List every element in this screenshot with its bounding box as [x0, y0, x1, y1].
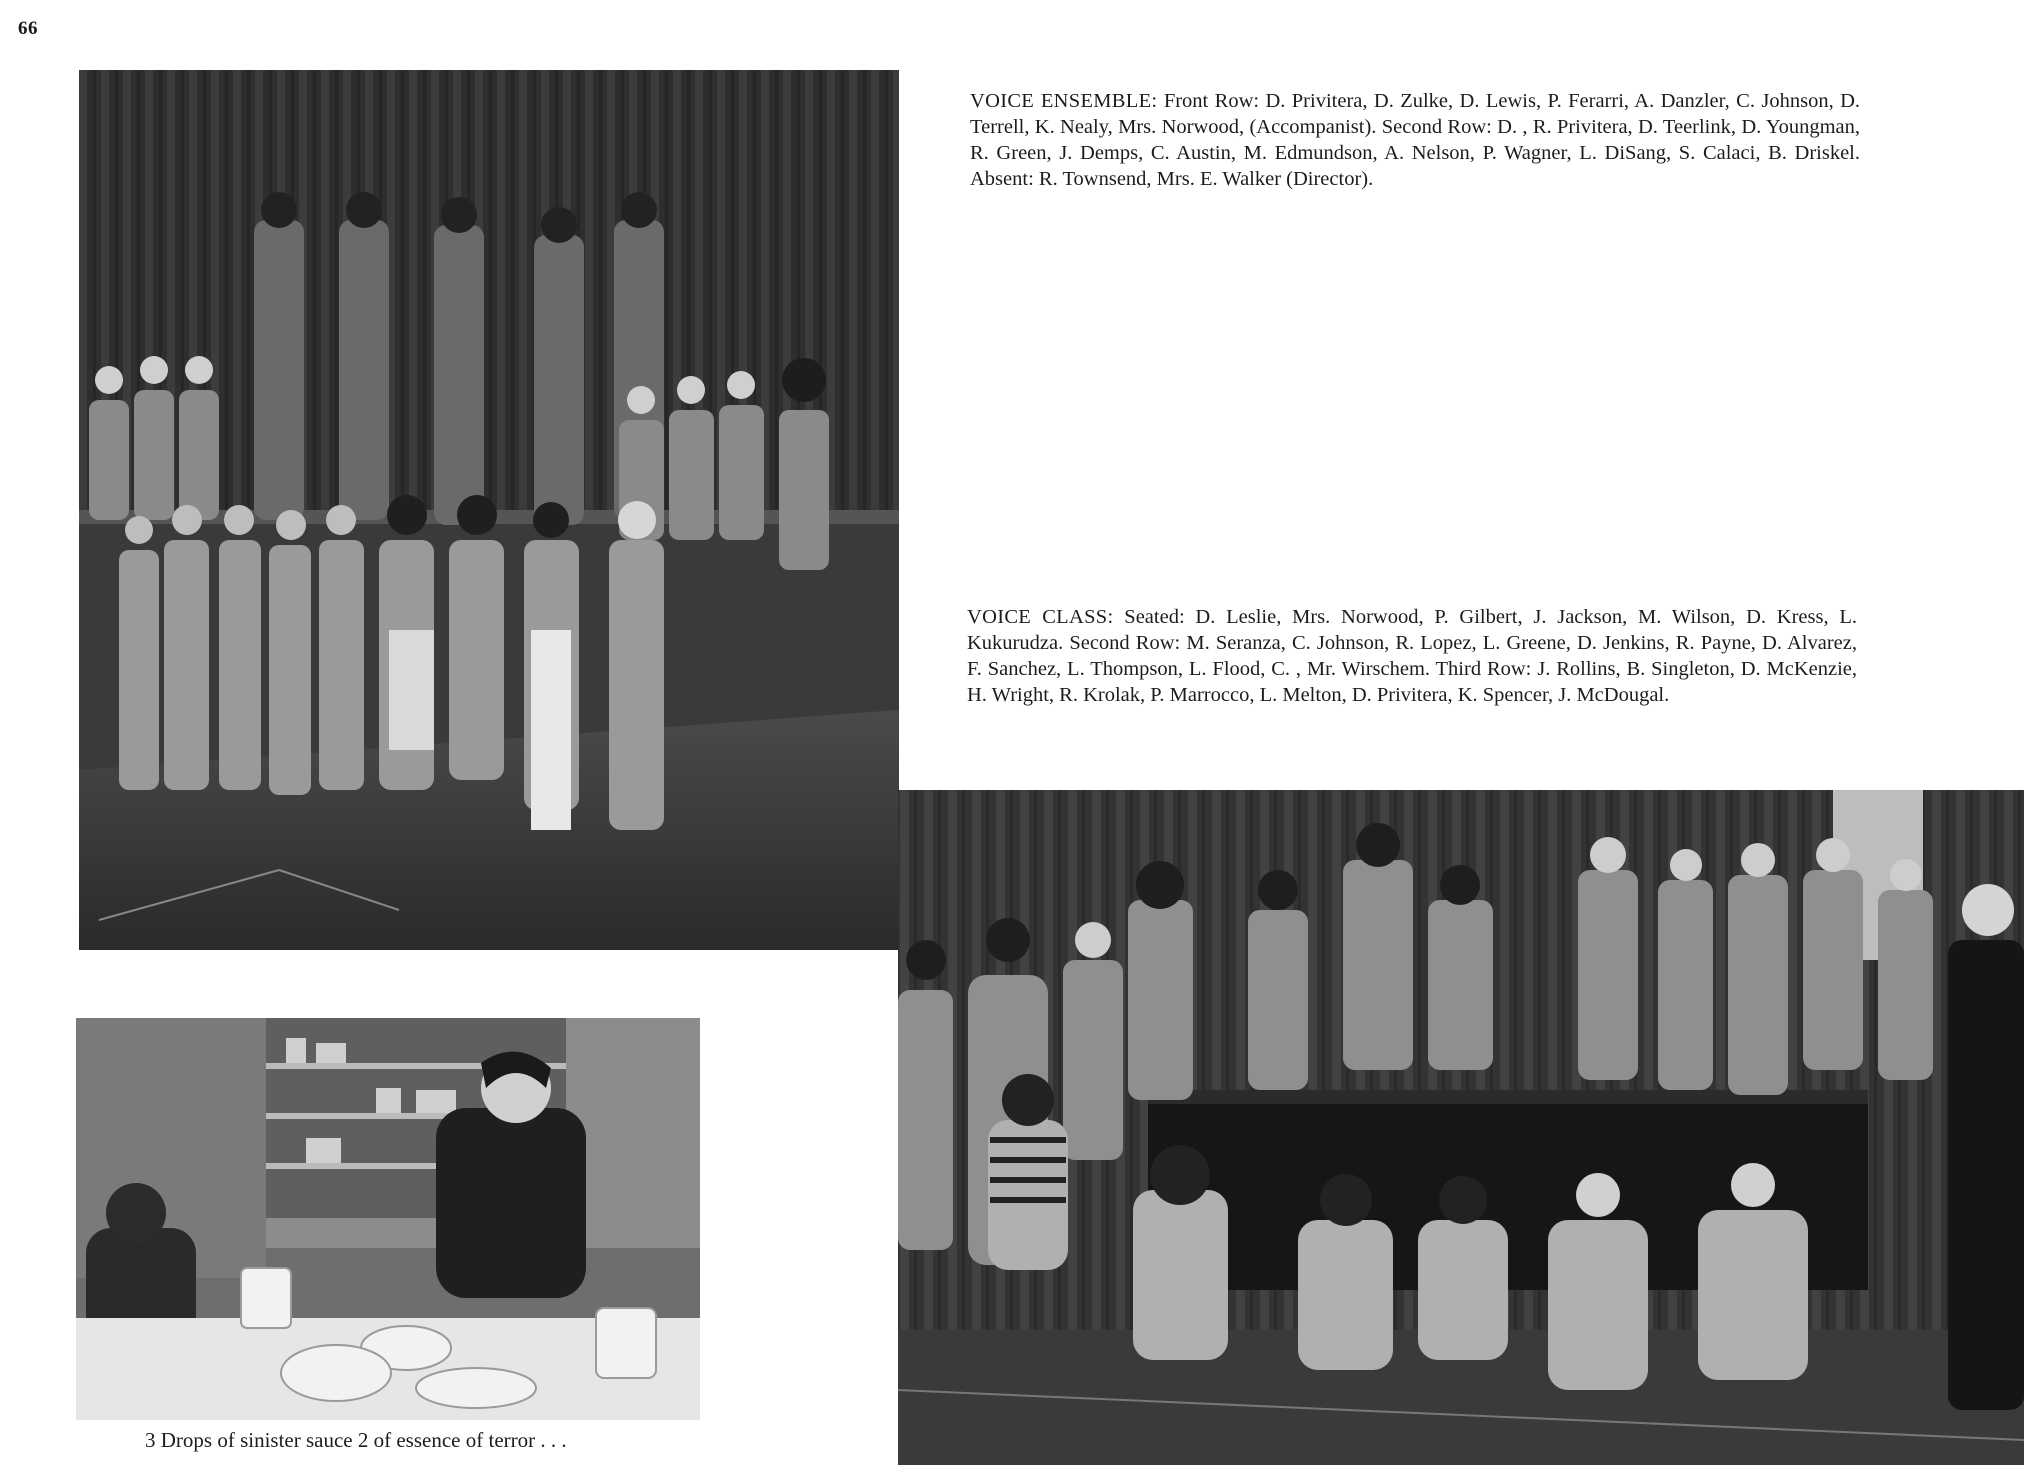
pottery-class-photo: [76, 1018, 700, 1420]
page-number: 66: [18, 18, 38, 39]
voice-class-names: Seated: D. Leslie, Mrs. Norwood, P. Gilbert, J. Jackson, M. Wilson, D. Kress, L. Kukurudza. Second Row: M. Seranza, C. Johnson, R. Lopez, L. Greene, D. Jenkins, R. Payne, D. Alvarez, F. Sanchez, L. Thompson, L. Flood, C. , Mr. Wirschem. Third Row: J. Rollins, B. Singleton, D. McKenzie, H. Wright, R. Krolak, P. Marrocco, L. Melton, D. Privitera, K. Spencer, J. McDougal.: [967, 606, 1858, 706]
voice-ensemble-photo: [79, 70, 899, 950]
voice-ensemble-heading: VOICE ENSEMBLE:: [970, 90, 1158, 112]
voice-class-heading: VOICE CLASS:: [967, 606, 1114, 628]
pottery-photo-caption: 3 Drops of sinister sauce 2 of essence of terror . . .: [145, 1428, 567, 1452]
voice-class-photo: [898, 790, 2024, 1465]
voice-class-caption: [967, 604, 1857, 708]
voice-ensemble-names: Front Row: D. Privitera, D. Zulke, D. Lewis, P. Ferarri, A. Danzler, C. Johnson, D. Terrell, K. Nealy, Mrs. Norwood, (Accompanist). Second Row: D. , R. Privitera, D. Teerlink, D. Youngman, R. Green, J. Demps, C. Austin, M. Edmundson, A. Nelson, P. Wagner, L. DiSang, S. Calaci, B. Driskel. Absent: R. Townsend, Mrs. E. Walker (Director).: [970, 90, 1861, 190]
voice-ensemble-caption: [970, 88, 1860, 192]
